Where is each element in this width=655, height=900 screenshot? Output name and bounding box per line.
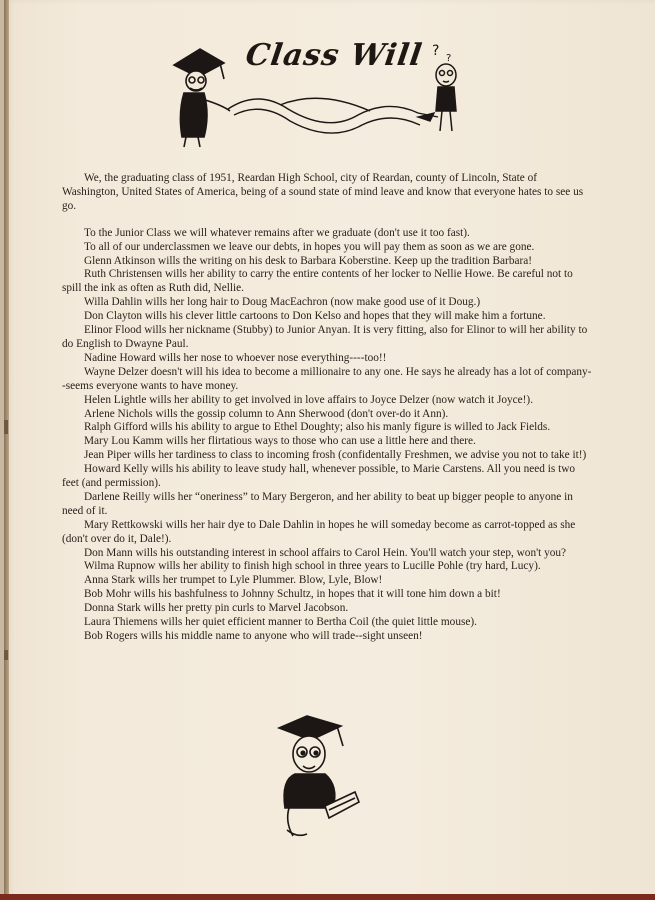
will-item: Glenn Atkinson wills the writing on his desk to Barbara Koberstine. Keep up the tradition Barbara! <box>84 254 533 267</box>
spine-mark <box>4 420 8 434</box>
svg-text:?: ? <box>432 43 440 59</box>
will-item: Howard Kelly wills his ability to leave study hall, whenever possible, to Marie Carstens. All you need is two feet (and permission). <box>62 463 576 490</box>
will-item: Nadine Howard wills her nose to whoever nose everything----too!! <box>84 351 387 364</box>
bottom-border-bar <box>0 894 655 900</box>
intro-paragraph: We, the graduating class of 1951, Reardan High School, city of Reardan, county of Lincoln, State of Washington, United States of America, being of a sound state of mind leave and know that everyone hates to see us go. <box>62 172 584 212</box>
spine-mark <box>4 650 8 660</box>
will-item: To the Junior Class we will whatever remains after we graduate (don't use it too fast). <box>84 226 470 239</box>
graduate-figure <box>174 49 230 147</box>
will-item: Wayne Delzer doesn't will his idea to become a millionaire to any one. He says he already has a lot of company--seems everyone wants to have money. <box>62 365 592 392</box>
will-item: Mary Lou Kamm wills her flirtatious ways to those who can use a little here and there. <box>84 435 476 448</box>
will-item: Mary Rettkowski wills her hair dye to Dale Dahlin in hopes he will someday become as carrot-topped as she (don't over do it, Dale!). <box>62 518 576 545</box>
will-item: Bob Mohr wills his bashfulness to Johnny Schultz, in hopes that it will tone him down a bit! <box>84 588 501 601</box>
will-item: Elinor Flood wills her nickname (Stubby) to Junior Anyan. It is very fitting, also for Elinor to will her ability to do English to Dwayne Paul. <box>62 324 588 350</box>
will-item: To all of our underclassmen we leave our debts, in hopes you will pay them as soon as we are gone. <box>84 240 535 253</box>
scroll-ribbon <box>228 98 438 133</box>
will-item: Ruth Christensen wills her ability to carry the entire contents of her locker to Nellie Howe. Be careful not to spill the ink as often as Ruth did, Nellie. <box>62 268 573 295</box>
page-binding-edge <box>4 0 9 900</box>
will-item: Donna Stark wills her pretty pin curls to Marvel Jacobson. <box>84 602 349 615</box>
will-text-body <box>62 172 592 644</box>
will-item: Bob Rogers wills his middle name to anyone who will trade--sight unseen! <box>84 630 423 642</box>
svg-text:?: ? <box>446 53 452 64</box>
graduate-with-diploma-illustration <box>275 712 365 852</box>
will-item: Don Mann wills his outstanding interest in school affairs to Carol Hein. You'll watch your step, won't you? <box>84 546 567 559</box>
will-item: Laura Thiemens wills her quiet efficient manner to Bertha Coil (the quiet little mouse). <box>84 616 477 629</box>
will-item: Anna Stark wills her trumpet to Lyle Plummer. Blow, Lyle, Blow! <box>84 574 383 587</box>
page-title: Class Will <box>243 38 425 73</box>
will-item: Arlene Nichols wills the gossip column to Ann Sherwood (don't over-do it Ann). <box>84 407 449 420</box>
puzzled-kid-figure <box>432 43 456 131</box>
will-item: Helen Lightle wills her ability to get involved in love affairs to Joyce Delzer (now watch it Joyce!). <box>84 393 534 406</box>
will-item: Don Clayton wills his clever little cartoons to Don Kelso and hopes that they will make him a fortune. <box>84 310 546 323</box>
will-item: Wilma Rupnow wills her ability to finish high school in three years to Lucille Pohle (try hard, Lucy). <box>84 560 541 573</box>
will-item: Ralph Gifford wills his ability to argue to Ethel Doughty; also his manly figure is willed to Jack Fields. <box>84 421 551 434</box>
will-item: Jean Piper wills her tardiness to class to incoming frosh (confidentally Freshmen, we advise you not to take it!) <box>84 449 587 462</box>
will-item: Willa Dahlin wills her long hair to Doug MacEachron (now make good use of it Doug.) <box>84 296 481 309</box>
will-item: Darlene Reilly wills her “oneriness” to Mary Bergeron, and her ability to beat up bigger people to anyone in need of it. <box>62 490 573 517</box>
